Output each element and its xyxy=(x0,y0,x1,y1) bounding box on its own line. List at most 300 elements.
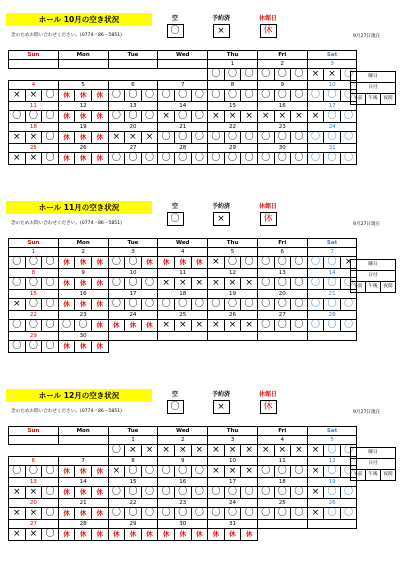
slot-morning: 〇 xyxy=(208,487,225,499)
empty-slot xyxy=(241,341,258,353)
empty-slot xyxy=(307,341,324,353)
as-of-date: 9月27日現在 xyxy=(353,410,381,415)
slot-morning: 〇 xyxy=(108,153,125,165)
slot-morning: 〇 xyxy=(58,320,75,332)
slot-afternoon: × xyxy=(224,278,241,290)
empty-cell xyxy=(9,60,59,69)
slot-morning: × xyxy=(9,487,26,499)
date-cell: 26 xyxy=(58,144,108,153)
slot-morning: × xyxy=(158,111,175,123)
slot-afternoon: × xyxy=(25,132,42,144)
date-cell: 30 xyxy=(58,332,108,341)
slot-night: × xyxy=(191,278,208,290)
slot-night: 休 xyxy=(241,529,258,541)
slot-afternoon: 〇 xyxy=(324,111,341,123)
slot-night: 〇 xyxy=(340,111,357,123)
slot-night: 〇 xyxy=(141,111,158,123)
slot-morning: 休 xyxy=(58,299,75,311)
empty-cell xyxy=(158,60,208,69)
slot-afternoon: 〇 xyxy=(25,320,42,332)
slot-morning: 休 xyxy=(158,257,175,269)
date-cell: 30 xyxy=(257,144,307,153)
slot-night: × xyxy=(241,111,258,123)
legend-vacant xyxy=(165,203,185,226)
slot-afternoon: 〇 xyxy=(274,69,291,81)
slot-night: × xyxy=(241,466,258,478)
empty-slot xyxy=(274,529,291,541)
slot-morning: 〇 xyxy=(208,132,225,144)
slot-night: 〇 xyxy=(42,90,59,102)
date-cell: 4 xyxy=(9,81,59,90)
empty-slot xyxy=(125,341,142,353)
empty-slot xyxy=(58,445,75,457)
date-cell: 13 xyxy=(108,102,158,111)
slot-night: 〇 xyxy=(141,466,158,478)
date-cell: 11 xyxy=(9,102,59,111)
slot-morning: × xyxy=(108,132,125,144)
weekday-header-sun: Sun xyxy=(9,427,59,436)
legend-booked-label: 予約済 xyxy=(211,391,230,398)
slot-morning: × xyxy=(307,445,324,457)
date-cell: 22 xyxy=(208,123,258,132)
slot-morning: 〇 xyxy=(257,466,274,478)
date-cell: 18 xyxy=(158,290,208,299)
slot-morning: 〇 xyxy=(257,278,274,290)
slot-afternoon: 〇 xyxy=(125,466,142,478)
slot-morning: 休 xyxy=(58,111,75,123)
weekday-header-sun: Sun xyxy=(9,239,59,248)
weekday-header-wed: Wed xyxy=(158,427,208,436)
slot-afternoon: 〇 xyxy=(125,508,142,520)
contact-note: 念のためお問い合わせください。(0774－86－5851) xyxy=(11,33,122,38)
slot-night: 〇 xyxy=(141,487,158,499)
date-cell: 8 xyxy=(108,457,158,466)
date-cell: 6 xyxy=(9,457,59,466)
date-cell: 5 xyxy=(208,248,258,257)
date-cell: 28 xyxy=(307,311,357,320)
slot-night: 〇 xyxy=(191,487,208,499)
slot-night: 休 xyxy=(91,111,108,123)
date-cell: 19 xyxy=(208,290,258,299)
legend-date-label: 日付 xyxy=(351,271,396,282)
date-cell: 8 xyxy=(9,269,59,278)
slot-night: 休 xyxy=(91,508,108,520)
slot-morning: × xyxy=(307,111,324,123)
date-cell: 3 xyxy=(108,248,158,257)
date-cell: 10 xyxy=(307,81,357,90)
slot-morning: × xyxy=(158,320,175,332)
slot-afternoon: 〇 xyxy=(324,445,341,457)
slot-night: 〇 xyxy=(291,257,308,269)
slot-afternoon: 〇 xyxy=(224,69,241,81)
weekday-header-mon: Mon xyxy=(58,427,108,436)
date-cell: 19 xyxy=(58,123,108,132)
slot-morning: × xyxy=(208,445,225,457)
empty-slot xyxy=(158,69,175,81)
slot-night: 休 xyxy=(91,487,108,499)
date-cell: 15 xyxy=(9,290,59,299)
date-cell: 26 xyxy=(307,499,357,508)
legend-booked xyxy=(211,15,231,38)
calendar-table xyxy=(8,426,357,541)
month-section-3 xyxy=(0,388,407,576)
date-cell: 6 xyxy=(108,81,158,90)
date-cell: 6 xyxy=(257,248,307,257)
slot-morning: 〇 xyxy=(307,320,324,332)
slot-afternoon: × xyxy=(25,153,42,165)
calendar-table xyxy=(8,238,357,353)
slot-morning: 休 xyxy=(58,278,75,290)
slot-morning: × xyxy=(208,466,225,478)
slot-morning: 〇 xyxy=(158,299,175,311)
month-title: ホール 12月の空き状況 xyxy=(6,389,152,402)
slot-night: 〇 xyxy=(291,320,308,332)
legend-morning: 午前 xyxy=(351,94,366,105)
date-cell: 24 xyxy=(108,311,158,320)
weekday-header-thu: Thu xyxy=(208,51,258,60)
legend-booked-label: 予約済 xyxy=(211,15,230,22)
slot-afternoon: 〇 xyxy=(25,111,42,123)
slot-morning: 〇 xyxy=(108,299,125,311)
slot-night: 休 xyxy=(141,529,158,541)
slot-night: 〇 xyxy=(191,132,208,144)
slot-morning: × xyxy=(307,466,324,478)
slot-afternoon: 〇 xyxy=(274,508,291,520)
weekday-header-sat: Sat xyxy=(307,51,357,60)
slot-morning: 〇 xyxy=(307,153,324,165)
slot-afternoon: × xyxy=(224,445,241,457)
slot-morning: 休 xyxy=(58,90,75,102)
slot-night: 〇 xyxy=(191,153,208,165)
date-cell: 22 xyxy=(9,311,59,320)
slot-night: 〇 xyxy=(241,487,258,499)
date-cell: 28 xyxy=(158,144,208,153)
date-cell: 21 xyxy=(307,290,357,299)
slot-afternoon: 休 xyxy=(75,90,92,102)
slot-night: 〇 xyxy=(42,487,59,499)
slot-afternoon: 〇 xyxy=(274,466,291,478)
empty-slot xyxy=(191,341,208,353)
legend-weekday-label: 曜日 xyxy=(351,260,396,271)
date-cell: 25 xyxy=(158,311,208,320)
legend-booked-label: 予約済 xyxy=(211,203,230,210)
slot-afternoon: × xyxy=(174,445,191,457)
legend-booked-mark: × xyxy=(213,400,230,414)
legend-vacant-label: 空 xyxy=(171,203,178,210)
slot-morning: 休 xyxy=(58,132,75,144)
slot-morning: × xyxy=(9,153,26,165)
legend-vacant xyxy=(165,15,185,38)
slot-afternoon: × xyxy=(25,529,42,541)
date-cell: 1 xyxy=(108,436,158,445)
slot-night: 〇 xyxy=(141,299,158,311)
slot-afternoon: × xyxy=(274,111,291,123)
slot-morning: × xyxy=(208,320,225,332)
empty-slot xyxy=(25,69,42,81)
slot-night: 〇 xyxy=(340,278,357,290)
slot-morning: 〇 xyxy=(108,487,125,499)
slot-night: 〇 xyxy=(291,90,308,102)
slot-night: 〇 xyxy=(291,466,308,478)
legend-night: 夜間 xyxy=(381,282,396,293)
date-cell: 21 xyxy=(158,123,208,132)
empty-slot xyxy=(141,69,158,81)
empty-slot xyxy=(108,341,125,353)
slot-morning: × xyxy=(9,529,26,541)
slot-afternoon: 〇 xyxy=(125,487,142,499)
date-cell: 18 xyxy=(257,478,307,487)
weekday-header-sun: Sun xyxy=(9,51,59,60)
slot-afternoon: 〇 xyxy=(324,299,341,311)
date-cell: 13 xyxy=(9,478,59,487)
empty-slot xyxy=(191,69,208,81)
empty-slot xyxy=(25,445,42,457)
slot-night: 休 xyxy=(141,320,158,332)
weekday-header-wed: Wed xyxy=(158,239,208,248)
date-cell: 20 xyxy=(9,499,59,508)
slot-night: 休 xyxy=(91,90,108,102)
date-cell: 3 xyxy=(307,60,357,69)
slot-afternoon: 〇 xyxy=(274,278,291,290)
slot-morning: 〇 xyxy=(208,153,225,165)
slot-night: 〇 xyxy=(191,111,208,123)
slot-night: 休 xyxy=(91,341,108,353)
date-cell: 29 xyxy=(9,332,59,341)
slot-afternoon: 〇 xyxy=(324,278,341,290)
date-cell: 2 xyxy=(257,60,307,69)
date-cell: 1 xyxy=(9,248,59,257)
date-cell: 26 xyxy=(208,311,258,320)
slot-afternoon: 〇 xyxy=(75,320,92,332)
slot-afternoon: 〇 xyxy=(25,299,42,311)
slot-night: 〇 xyxy=(340,299,357,311)
slot-afternoon: 休 xyxy=(75,132,92,144)
date-cell: 9 xyxy=(58,269,108,278)
slot-afternoon: 休 xyxy=(75,153,92,165)
slot-morning: 〇 xyxy=(9,278,26,290)
slot-night: 〇 xyxy=(241,132,258,144)
slot-morning: 〇 xyxy=(257,69,274,81)
empty-slot xyxy=(274,341,291,353)
empty-slot xyxy=(324,529,341,541)
date-cell: 18 xyxy=(9,123,59,132)
slot-afternoon: 〇 xyxy=(125,278,142,290)
date-cell: 8 xyxy=(208,81,258,90)
slot-morning: × xyxy=(208,257,225,269)
slot-afternoon: 〇 xyxy=(125,257,142,269)
date-cell: 22 xyxy=(108,499,158,508)
slot-afternoon: 休 xyxy=(75,529,92,541)
weekday-header-mon: Mon xyxy=(58,239,108,248)
slot-night: 〇 xyxy=(241,69,258,81)
legend-night: 夜間 xyxy=(381,470,396,481)
slot-night: 〇 xyxy=(42,299,59,311)
date-cell: 10 xyxy=(208,457,258,466)
slot-morning: × xyxy=(9,508,26,520)
legend-afternoon: 午後 xyxy=(366,282,381,293)
slot-morning: 〇 xyxy=(307,299,324,311)
date-cell: 12 xyxy=(208,269,258,278)
slot-afternoon: 休 xyxy=(75,278,92,290)
slot-night: 〇 xyxy=(340,466,357,478)
slot-night: 〇 xyxy=(291,278,308,290)
slot-afternoon: 〇 xyxy=(324,153,341,165)
slot-night: 〇 xyxy=(42,111,59,123)
legend-closed xyxy=(258,391,278,414)
date-cell: 5 xyxy=(58,81,108,90)
slot-morning: × xyxy=(307,508,324,520)
slot-morning: 休 xyxy=(158,529,175,541)
date-cell: 16 xyxy=(58,290,108,299)
slot-afternoon: 〇 xyxy=(224,153,241,165)
weekday-header-tue: Tue xyxy=(108,427,158,436)
slot-afternoon: 休 xyxy=(75,299,92,311)
empty-slot xyxy=(108,69,125,81)
slot-night: 〇 xyxy=(340,90,357,102)
date-cell: 4 xyxy=(158,248,208,257)
legend-vacant-mark: 〇 xyxy=(167,24,184,38)
slot-afternoon: 〇 xyxy=(174,466,191,478)
weekday-header-fri: Fri xyxy=(257,239,307,248)
date-cell: 21 xyxy=(58,499,108,508)
slot-morning: 〇 xyxy=(108,508,125,520)
legend-closed-label: 休館日 xyxy=(258,15,277,22)
slot-night: 休 xyxy=(141,257,158,269)
date-cell: 23 xyxy=(257,123,307,132)
slot-morning: 〇 xyxy=(307,257,324,269)
slot-morning: 〇 xyxy=(257,90,274,102)
slot-afternoon: 〇 xyxy=(274,132,291,144)
slot-afternoon: 〇 xyxy=(125,299,142,311)
slot-night: × xyxy=(141,445,158,457)
slot-afternoon: 〇 xyxy=(324,132,341,144)
legend-booked-mark: × xyxy=(213,212,230,226)
empty-slot xyxy=(174,69,191,81)
slot-night: 休 xyxy=(91,257,108,269)
empty-slot xyxy=(9,69,26,81)
slot-night: 〇 xyxy=(42,341,59,353)
slot-morning: 休 xyxy=(108,529,125,541)
slot-night: 〇 xyxy=(241,299,258,311)
legend-table xyxy=(350,259,396,293)
slot-morning: 休 xyxy=(58,257,75,269)
date-cell: 9 xyxy=(158,457,208,466)
slot-night: 休 xyxy=(191,257,208,269)
legend-weekday-label: 曜日 xyxy=(351,448,396,459)
slot-afternoon: 〇 xyxy=(174,299,191,311)
as-of-date: 9月27日現在 xyxy=(353,222,381,227)
slot-afternoon: 休 xyxy=(75,111,92,123)
slot-morning: 〇 xyxy=(108,111,125,123)
date-cell: 7 xyxy=(58,457,108,466)
slot-afternoon: 〇 xyxy=(324,466,341,478)
empty-slot xyxy=(91,445,108,457)
slot-afternoon: 〇 xyxy=(224,508,241,520)
slot-night: 休 xyxy=(191,529,208,541)
legend-closed xyxy=(258,15,278,38)
slot-morning: 休 xyxy=(58,487,75,499)
slot-afternoon: 〇 xyxy=(324,487,341,499)
slot-morning: 〇 xyxy=(9,320,26,332)
empty-slot xyxy=(291,341,308,353)
slot-night: × xyxy=(141,132,158,144)
month-title: ホール 11月の空き状況 xyxy=(6,201,152,214)
legend-vacant-mark: 〇 xyxy=(167,212,184,226)
slot-afternoon: × xyxy=(25,90,42,102)
empty-cell xyxy=(9,436,59,445)
as-of-date: 9月27日現在 xyxy=(353,34,381,39)
legend-vacant-label: 空 xyxy=(171,15,178,22)
slot-afternoon: 休 xyxy=(224,529,241,541)
slot-morning: 〇 xyxy=(9,111,26,123)
slot-afternoon: 〇 xyxy=(174,153,191,165)
slot-morning: 〇 xyxy=(257,299,274,311)
slot-morning: 休 xyxy=(108,320,125,332)
weekday-header-fri: Fri xyxy=(257,51,307,60)
slot-morning: 休 xyxy=(58,341,75,353)
slot-morning: × xyxy=(257,445,274,457)
empty-slot xyxy=(141,341,158,353)
date-cell: 25 xyxy=(9,144,59,153)
slot-morning: 〇 xyxy=(257,508,274,520)
slot-morning: 〇 xyxy=(257,487,274,499)
weekday-header-tue: Tue xyxy=(108,51,158,60)
slot-night: 〇 xyxy=(42,257,59,269)
slot-morning: 〇 xyxy=(257,320,274,332)
slot-night: 休 xyxy=(91,320,108,332)
slot-night: 休 xyxy=(91,278,108,290)
slot-afternoon: × xyxy=(174,278,191,290)
date-cell: 27 xyxy=(257,311,307,320)
month-section-2 xyxy=(0,200,407,388)
slot-afternoon: 〇 xyxy=(25,466,42,478)
legend-afternoon: 午後 xyxy=(366,94,381,105)
slot-morning: × xyxy=(208,111,225,123)
slot-morning: 〇 xyxy=(307,278,324,290)
slot-night: × xyxy=(191,445,208,457)
slot-afternoon: 休 xyxy=(75,508,92,520)
legend-table xyxy=(350,447,396,481)
date-cell: 15 xyxy=(208,102,258,111)
empty-slot xyxy=(307,529,324,541)
slot-afternoon: × xyxy=(125,445,142,457)
slot-afternoon: 〇 xyxy=(25,257,42,269)
slot-night: 〇 xyxy=(291,132,308,144)
slot-night: 〇 xyxy=(42,132,59,144)
date-cell: 27 xyxy=(108,144,158,153)
slot-night: 〇 xyxy=(241,508,258,520)
date-cell: 29 xyxy=(108,520,158,529)
slot-afternoon: 〇 xyxy=(324,320,341,332)
slot-morning: × xyxy=(9,132,26,144)
empty-cell xyxy=(58,60,108,69)
slot-afternoon: 〇 xyxy=(224,299,241,311)
date-cell: 9 xyxy=(257,81,307,90)
legend-vacant xyxy=(165,391,185,414)
empty-cell xyxy=(307,332,357,341)
slot-night: 〇 xyxy=(42,278,59,290)
slot-morning: 休 xyxy=(58,529,75,541)
date-cell: 14 xyxy=(158,102,208,111)
slot-morning: 〇 xyxy=(257,132,274,144)
empty-slot xyxy=(340,529,357,541)
date-cell: 2 xyxy=(58,248,108,257)
slot-morning: 〇 xyxy=(108,445,125,457)
slot-afternoon: 休 xyxy=(174,257,191,269)
date-cell: 16 xyxy=(257,102,307,111)
slot-night: 〇 xyxy=(42,529,59,541)
slot-afternoon: 〇 xyxy=(224,132,241,144)
